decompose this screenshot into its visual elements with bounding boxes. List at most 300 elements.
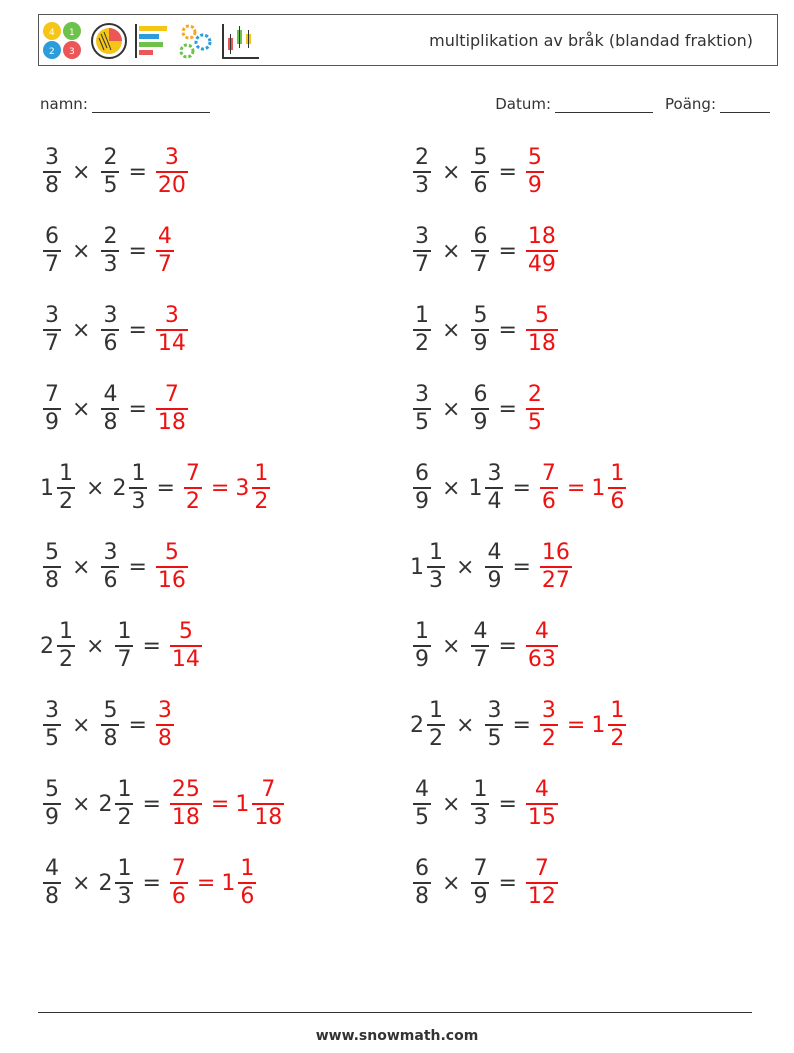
answer-mixed-fraction <box>252 461 270 515</box>
factor-a <box>40 145 64 199</box>
factor-b-fraction <box>471 777 489 831</box>
gears-icon <box>175 20 215 62</box>
answer-fraction <box>526 856 558 910</box>
problem-15 <box>40 695 177 755</box>
factor-b-whole: 2 <box>98 870 113 896</box>
equals-sign: = <box>498 633 517 659</box>
factor-a-fraction <box>427 698 445 752</box>
factor-a-fraction-denominator: 8 <box>45 568 59 593</box>
factor-a <box>410 698 448 752</box>
factor-b-fraction-numerator: 5 <box>103 698 118 723</box>
times-sign: × <box>72 317 91 343</box>
score-blank[interactable] <box>720 94 770 113</box>
answer <box>523 619 561 673</box>
factor-a-fraction-numerator: 4 <box>415 777 429 802</box>
factor-a-fraction <box>413 224 431 278</box>
factor-a-fraction-numerator: 1 <box>429 698 443 723</box>
factor-b-fraction <box>471 856 489 910</box>
answer-fraction-denominator: 5 <box>527 410 542 435</box>
factor-b <box>482 540 506 594</box>
factor-a <box>410 461 434 515</box>
problem-13 <box>40 616 205 676</box>
equals-sign: = <box>128 712 147 738</box>
factor-a-fraction-numerator: 6 <box>415 856 429 881</box>
factor-b-fraction <box>471 382 489 436</box>
answer-fraction-denominator: 15 <box>527 805 556 830</box>
worksheet-header <box>38 14 778 66</box>
answer-fraction <box>526 777 558 831</box>
problem-3 <box>40 221 177 281</box>
times-sign: × <box>442 633 461 659</box>
answer-fraction-numerator: 7 <box>171 856 186 881</box>
problem-5 <box>40 300 191 360</box>
answer-fraction-numerator: 7 <box>185 461 200 486</box>
factor-a-fraction-denominator: 9 <box>415 647 429 672</box>
times-sign: × <box>442 317 461 343</box>
svg-text:4: 4 <box>49 28 55 38</box>
answer-fraction-numerator: 18 <box>527 224 556 249</box>
factor-b-fraction <box>471 224 489 278</box>
factor-a <box>410 382 434 436</box>
answer-fraction-numerator: 5 <box>178 619 193 644</box>
score-label: Poäng: <box>665 95 716 113</box>
equals-sign: = <box>142 791 161 817</box>
answer-fraction <box>540 698 558 752</box>
equals-sign: = <box>498 238 517 264</box>
equals-sign: = <box>128 159 147 185</box>
factor-a-fraction-denominator: 8 <box>415 884 429 909</box>
factor-b <box>98 382 122 436</box>
factor-a-fraction <box>43 303 61 357</box>
factor-b-fraction-denominator: 6 <box>473 173 488 198</box>
name-blank[interactable] <box>92 94 210 113</box>
factor-a-fraction <box>43 382 61 436</box>
answer-fraction <box>526 382 544 436</box>
answer-mixed <box>591 698 629 752</box>
answer-mixed-whole: 1 <box>591 712 606 738</box>
problem-18 <box>410 774 561 834</box>
factor-b-fraction-numerator: 5 <box>473 145 488 170</box>
factor-b-fraction <box>115 856 133 910</box>
answer <box>153 540 191 594</box>
answer-mixed <box>235 777 287 831</box>
factor-b <box>98 224 122 278</box>
problem-20 <box>410 853 561 913</box>
factor-a <box>40 856 64 910</box>
answer <box>523 145 547 199</box>
times-sign: × <box>72 791 91 817</box>
factor-b-fraction-denominator: 3 <box>103 252 118 277</box>
answer <box>537 461 629 515</box>
factor-b-fraction-denominator: 6 <box>103 331 118 356</box>
factor-b-fraction-numerator: 2 <box>103 145 118 170</box>
factor-a-fraction-denominator: 2 <box>429 726 443 751</box>
svg-text:2: 2 <box>49 47 55 57</box>
factor-a-fraction-numerator: 4 <box>45 856 59 881</box>
factor-b-fraction-numerator: 1 <box>117 777 132 802</box>
factor-a <box>410 619 434 673</box>
factor-b-fraction-denominator: 9 <box>473 410 488 435</box>
answer-mixed-fraction <box>608 461 626 515</box>
answer <box>523 856 561 910</box>
factor-b-fraction-numerator: 1 <box>117 856 132 881</box>
factor-b-fraction <box>101 303 119 357</box>
answer <box>523 777 561 831</box>
factor-b-fraction-numerator: 4 <box>487 540 502 565</box>
problem-16 <box>410 695 629 755</box>
answer <box>153 224 177 278</box>
factor-b-fraction-denominator: 4 <box>487 489 502 514</box>
answer-equals-sign: = <box>566 712 586 738</box>
answer-fraction-denominator: 6 <box>541 489 556 514</box>
answer-mixed-fraction-denominator: 6 <box>610 489 625 514</box>
factor-a-fraction <box>57 461 75 515</box>
answer-fraction-denominator: 49 <box>527 252 556 277</box>
factor-a-fraction-denominator: 5 <box>415 410 429 435</box>
factor-a <box>40 777 64 831</box>
answer-fraction-numerator: 7 <box>164 382 179 407</box>
answer-fraction-numerator: 4 <box>534 777 549 802</box>
name-label: namn: <box>40 95 88 113</box>
answer <box>167 856 259 910</box>
problem-8 <box>410 379 547 439</box>
answer-fraction <box>156 382 188 436</box>
factor-b <box>468 856 492 910</box>
factor-a-fraction-denominator: 7 <box>415 252 429 277</box>
problem-17 <box>40 774 287 834</box>
factor-b-fraction-denominator: 8 <box>103 726 118 751</box>
factor-b-fraction-denominator: 2 <box>117 805 132 830</box>
factor-a-fraction-numerator: 2 <box>415 145 429 170</box>
factor-a-fraction-denominator: 7 <box>45 331 59 356</box>
equals-sign: = <box>128 238 147 264</box>
answer-fraction-denominator: 20 <box>157 173 186 198</box>
answer <box>523 303 561 357</box>
factor-b-fraction-denominator: 3 <box>473 805 488 830</box>
answer-fraction <box>156 303 188 357</box>
factor-a <box>410 224 434 278</box>
factor-a-fraction <box>413 856 431 910</box>
factor-b-fraction <box>129 461 147 515</box>
factor-b-fraction <box>485 698 503 752</box>
answer-mixed-fraction-numerator: 7 <box>261 777 276 802</box>
factor-a <box>410 145 434 199</box>
factor-b-fraction <box>471 303 489 357</box>
answer-fraction-denominator: 16 <box>157 568 186 593</box>
answer-fraction <box>156 540 188 594</box>
answer-fraction-numerator: 25 <box>171 777 200 802</box>
answer-fraction-denominator: 18 <box>157 410 186 435</box>
times-sign: × <box>442 791 461 817</box>
answer-fraction-denominator: 27 <box>541 568 570 593</box>
answer-mixed-fraction-numerator: 1 <box>610 461 625 486</box>
factor-a-whole: 2 <box>40 633 54 659</box>
factor-b-fraction-denominator: 5 <box>487 726 502 751</box>
factor-a-fraction-denominator: 3 <box>429 568 443 593</box>
factor-b-fraction <box>101 540 119 594</box>
factor-a-fraction <box>427 540 445 594</box>
times-sign: × <box>442 870 461 896</box>
answer-fraction-numerator: 3 <box>164 145 179 170</box>
factor-a-fraction-numerator: 1 <box>59 619 73 644</box>
answer-fraction-denominator: 14 <box>171 647 200 672</box>
factor-b <box>468 145 492 199</box>
answer-equals-sign: = <box>566 475 586 501</box>
factor-b-whole: 1 <box>468 475 483 501</box>
problem-11 <box>40 537 191 597</box>
factor-a-whole: 1 <box>410 554 424 580</box>
answer-fraction <box>540 540 572 594</box>
answer-fraction-denominator: 9 <box>527 173 542 198</box>
answer-fraction-denominator: 7 <box>157 252 172 277</box>
times-sign: × <box>86 475 105 501</box>
factor-b-fraction <box>101 224 119 278</box>
factor-b <box>468 777 492 831</box>
factor-b-fraction-numerator: 3 <box>487 698 502 723</box>
factor-a-fraction <box>43 224 61 278</box>
factor-b-fraction <box>115 619 133 673</box>
factor-b-fraction-numerator: 7 <box>473 856 488 881</box>
worksheet-title: multiplikation av bråk (blandad fraktion) <box>429 31 753 50</box>
answer-mixed-fraction-numerator: 1 <box>610 698 625 723</box>
factor-a-fraction-denominator: 8 <box>45 173 59 198</box>
answer-fraction-denominator: 8 <box>157 726 172 751</box>
bar-list-icon <box>133 20 171 62</box>
times-sign: × <box>442 475 461 501</box>
answer-equals-sign: = <box>196 870 216 896</box>
pie-chart-icon <box>89 20 129 62</box>
factor-b-fraction <box>101 698 119 752</box>
header-icons <box>41 19 261 63</box>
factor-a <box>40 382 64 436</box>
factor-b <box>98 303 122 357</box>
answer <box>537 540 575 594</box>
answer-fraction-numerator: 7 <box>534 856 549 881</box>
answer <box>523 224 561 278</box>
name-field <box>40 94 210 113</box>
answer-mixed-fraction-denominator: 2 <box>254 489 269 514</box>
factor-b <box>468 303 492 357</box>
answer-mixed <box>591 461 629 515</box>
problem-19 <box>40 853 259 913</box>
answer-mixed-fraction-denominator: 2 <box>610 726 625 751</box>
problem-10 <box>410 458 629 518</box>
answer-fraction <box>156 145 188 199</box>
answer-fraction <box>526 303 558 357</box>
answer-fraction <box>526 224 558 278</box>
factor-a-fraction-numerator: 3 <box>415 382 429 407</box>
factor-a-fraction <box>413 382 431 436</box>
answer-fraction <box>156 224 174 278</box>
factor-b-fraction-denominator: 9 <box>473 884 488 909</box>
answer-mixed-fraction <box>252 777 284 831</box>
factor-a-fraction-numerator: 1 <box>415 303 429 328</box>
factor-b-fraction-denominator: 3 <box>131 489 146 514</box>
factor-b <box>468 224 492 278</box>
factor-a <box>410 856 434 910</box>
factor-b <box>112 619 136 673</box>
factor-a-fraction-denominator: 9 <box>45 805 59 830</box>
factor-b-fraction-denominator: 9 <box>487 568 502 593</box>
factor-a-fraction-denominator: 9 <box>45 410 59 435</box>
answer-mixed <box>235 461 273 515</box>
times-sign: × <box>442 238 461 264</box>
answer <box>153 382 191 436</box>
factor-b-fraction-numerator: 3 <box>487 461 502 486</box>
factor-a <box>40 619 78 673</box>
answer-fraction-numerator: 5 <box>164 540 179 565</box>
factor-a-fraction-numerator: 1 <box>429 540 443 565</box>
factor-b-fraction-numerator: 5 <box>473 303 488 328</box>
factor-a <box>40 461 78 515</box>
answer-mixed-fraction-numerator: 1 <box>240 856 255 881</box>
factor-b-fraction <box>101 382 119 436</box>
factor-b-fraction-denominator: 7 <box>473 252 488 277</box>
factor-b-fraction-numerator: 4 <box>473 619 488 644</box>
factor-a-fraction <box>413 303 431 357</box>
candlestick-chart-icon <box>219 20 261 62</box>
date-blank[interactable] <box>555 94 653 113</box>
factor-b-fraction <box>485 540 503 594</box>
factor-a <box>40 540 64 594</box>
answer <box>153 303 191 357</box>
answer-fraction-numerator: 4 <box>157 224 172 249</box>
factor-a-whole: 2 <box>410 712 424 738</box>
answer-fraction-numerator: 4 <box>534 619 549 644</box>
times-sign: × <box>442 396 461 422</box>
factor-a-fraction <box>43 777 61 831</box>
times-sign: × <box>456 554 475 580</box>
equals-sign: = <box>512 554 531 580</box>
factor-a-fraction-numerator: 3 <box>45 145 59 170</box>
equals-sign: = <box>128 396 147 422</box>
factor-b-fraction-numerator: 1 <box>117 619 132 644</box>
answer-fraction <box>526 145 544 199</box>
factor-b-fraction-denominator: 7 <box>117 647 132 672</box>
problem-1 <box>40 142 191 202</box>
equals-sign: = <box>142 870 161 896</box>
answer-fraction-numerator: 3 <box>541 698 556 723</box>
problem-12 <box>410 537 575 597</box>
equals-sign: = <box>128 554 147 580</box>
factor-a-fraction <box>43 540 61 594</box>
answer-equals-sign: = <box>210 475 230 501</box>
factor-b-fraction-denominator: 9 <box>473 331 488 356</box>
factor-b-fraction <box>101 145 119 199</box>
factor-a <box>410 540 448 594</box>
factor-b-fraction <box>485 461 503 515</box>
factor-b <box>98 540 122 594</box>
factor-a-fraction-numerator: 5 <box>45 777 59 802</box>
answer-fraction-denominator: 2 <box>185 489 200 514</box>
factor-a-fraction <box>413 619 431 673</box>
factor-b-fraction <box>471 145 489 199</box>
times-sign: × <box>72 396 91 422</box>
factor-a-fraction <box>413 461 431 515</box>
factor-b <box>112 461 150 515</box>
answer-fraction-numerator: 3 <box>157 698 172 723</box>
answer-fraction-denominator: 18 <box>527 331 556 356</box>
factor-b-fraction <box>115 777 133 831</box>
answer-fraction-numerator: 7 <box>541 461 556 486</box>
svg-text:1: 1 <box>69 28 75 38</box>
equals-sign: = <box>156 475 175 501</box>
factor-a-fraction <box>413 777 431 831</box>
factor-a <box>410 777 434 831</box>
answer-mixed-fraction-numerator: 1 <box>254 461 269 486</box>
answer <box>167 619 205 673</box>
factor-a-fraction-numerator: 5 <box>45 540 59 565</box>
equals-sign: = <box>498 791 517 817</box>
problem-7 <box>40 379 191 439</box>
factor-b <box>468 382 492 436</box>
answer <box>153 698 177 752</box>
factor-b-fraction-numerator: 2 <box>103 224 118 249</box>
times-sign: × <box>86 633 105 659</box>
answer-mixed-fraction <box>608 698 626 752</box>
factor-a-fraction <box>57 619 75 673</box>
times-sign: × <box>72 554 91 580</box>
answer-fraction-denominator: 14 <box>157 331 186 356</box>
svg-text:3: 3 <box>69 47 75 57</box>
factor-b <box>468 461 506 515</box>
answer-mixed-whole: 3 <box>235 475 250 501</box>
equals-sign: = <box>512 712 531 738</box>
times-sign: × <box>72 238 91 264</box>
answer-fraction-denominator: 12 <box>527 884 556 909</box>
answer-mixed-fraction-denominator: 18 <box>254 805 283 830</box>
factor-b-fraction-denominator: 3 <box>117 884 132 909</box>
factor-b-fraction-numerator: 4 <box>103 382 118 407</box>
equals-sign: = <box>498 870 517 896</box>
factor-b-fraction-numerator: 3 <box>103 540 118 565</box>
factor-a-fraction-numerator: 6 <box>45 224 59 249</box>
factor-b-fraction-numerator: 6 <box>473 224 488 249</box>
answer-fraction-numerator: 16 <box>541 540 570 565</box>
factor-b-fraction-denominator: 6 <box>103 568 118 593</box>
factor-a-fraction-denominator: 5 <box>415 805 429 830</box>
factor-b-fraction <box>471 619 489 673</box>
factor-a <box>40 224 64 278</box>
factor-a-whole: 1 <box>40 475 54 501</box>
answer <box>153 145 191 199</box>
problem-4 <box>410 221 561 281</box>
answer <box>537 698 629 752</box>
answer <box>167 777 287 831</box>
factor-b-fraction-numerator: 6 <box>473 382 488 407</box>
answer <box>523 382 547 436</box>
factor-a-fraction <box>43 145 61 199</box>
factor-a-fraction-denominator: 7 <box>45 252 59 277</box>
times-sign: × <box>72 870 91 896</box>
problem-6 <box>410 300 561 360</box>
factor-a-fraction-numerator: 1 <box>415 619 429 644</box>
factor-a-fraction <box>43 698 61 752</box>
answer-mixed-fraction-denominator: 6 <box>240 884 255 909</box>
answer-fraction-denominator: 2 <box>541 726 556 751</box>
factor-b-fraction-denominator: 8 <box>103 410 118 435</box>
answer-mixed-whole: 1 <box>591 475 606 501</box>
answer-fraction <box>184 461 202 515</box>
answer <box>181 461 273 515</box>
factor-a-fraction-denominator: 2 <box>59 489 73 514</box>
factor-b <box>98 777 136 831</box>
answer-fraction <box>526 619 558 673</box>
factor-a-fraction-numerator: 3 <box>415 224 429 249</box>
equals-sign: = <box>498 317 517 343</box>
equals-sign: = <box>128 317 147 343</box>
factor-b <box>98 145 122 199</box>
